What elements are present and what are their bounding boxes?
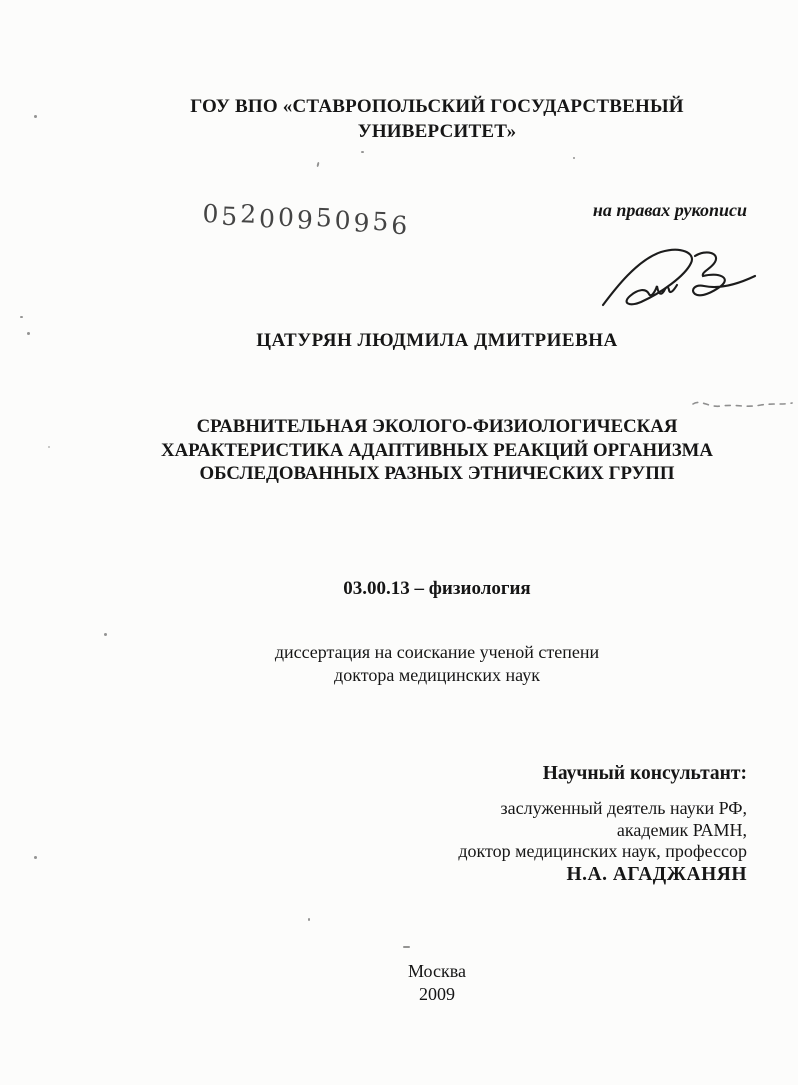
consultant-heading: Научный консультант: bbox=[542, 763, 747, 784]
imprint bbox=[77, 960, 797, 1006]
title-line-3: ОБСЛЕДОВАННЫХ РАЗНЫХ ЭТНИЧЕСКИХ ГРУПП bbox=[199, 463, 675, 484]
scan-speck bbox=[104, 633, 107, 636]
thesis-description bbox=[77, 641, 797, 687]
title-line-2: ХАРАКТЕРИСТИКА АДАПТИВНЫХ РЕАКЦИЙ ОРГАНИЗМА bbox=[161, 439, 713, 461]
institution-line-1: ГОУ ВПО «СТАВРОПОЛЬСКИЙ ГОСУДАРСТВЕНЫЙ bbox=[190, 96, 684, 117]
scan-speck bbox=[34, 115, 37, 118]
scan-speck bbox=[34, 856, 37, 859]
scan-speck bbox=[361, 151, 364, 153]
dissertation-title bbox=[77, 415, 797, 486]
consultant-title-line: академик РАМН, bbox=[616, 819, 747, 840]
thesis-line-1: диссертация на соискание ученой степени bbox=[274, 642, 600, 662]
scan-speck bbox=[316, 162, 319, 167]
title-line-1: СРАВНИТЕЛЬНАЯ ЭКОЛОГО-ФИЗИОЛОГИЧЕСКАЯ bbox=[196, 416, 678, 437]
consultant-block bbox=[458, 763, 747, 886]
publication-city: Москва bbox=[408, 961, 466, 981]
pencil-dash-mark bbox=[691, 396, 795, 414]
scan-speck bbox=[48, 446, 50, 448]
consultant-title-line: доктор медицинских наук, профессор bbox=[458, 841, 747, 861]
manuscript-rights-note: на правах рукописи bbox=[592, 200, 747, 220]
author-name: ЦАТУРЯН ЛЮДМИЛА ДМИТРИЕВНА bbox=[256, 330, 618, 351]
thesis-line-2: доктора медицинских наук bbox=[334, 665, 540, 685]
scan-speck bbox=[403, 946, 410, 948]
publication-year: 2009 bbox=[419, 984, 455, 1004]
scan-speck bbox=[308, 918, 310, 921]
specialty-code: 03.00.13 – физиология bbox=[343, 578, 531, 599]
scan-speck bbox=[27, 332, 30, 335]
signature bbox=[597, 245, 763, 315]
institution-name bbox=[77, 94, 797, 144]
consultant-title-line: заслуженный деятель науки РФ, bbox=[500, 798, 747, 818]
scan-speck bbox=[573, 157, 575, 159]
scan-speck bbox=[20, 316, 23, 318]
institution-line-2: УНИВЕРСИТЕТ» bbox=[357, 121, 517, 142]
consultant-name: Н.А. АГАДЖАНЯН bbox=[566, 863, 747, 885]
library-stamp-number: 05200950956 bbox=[201, 199, 411, 241]
